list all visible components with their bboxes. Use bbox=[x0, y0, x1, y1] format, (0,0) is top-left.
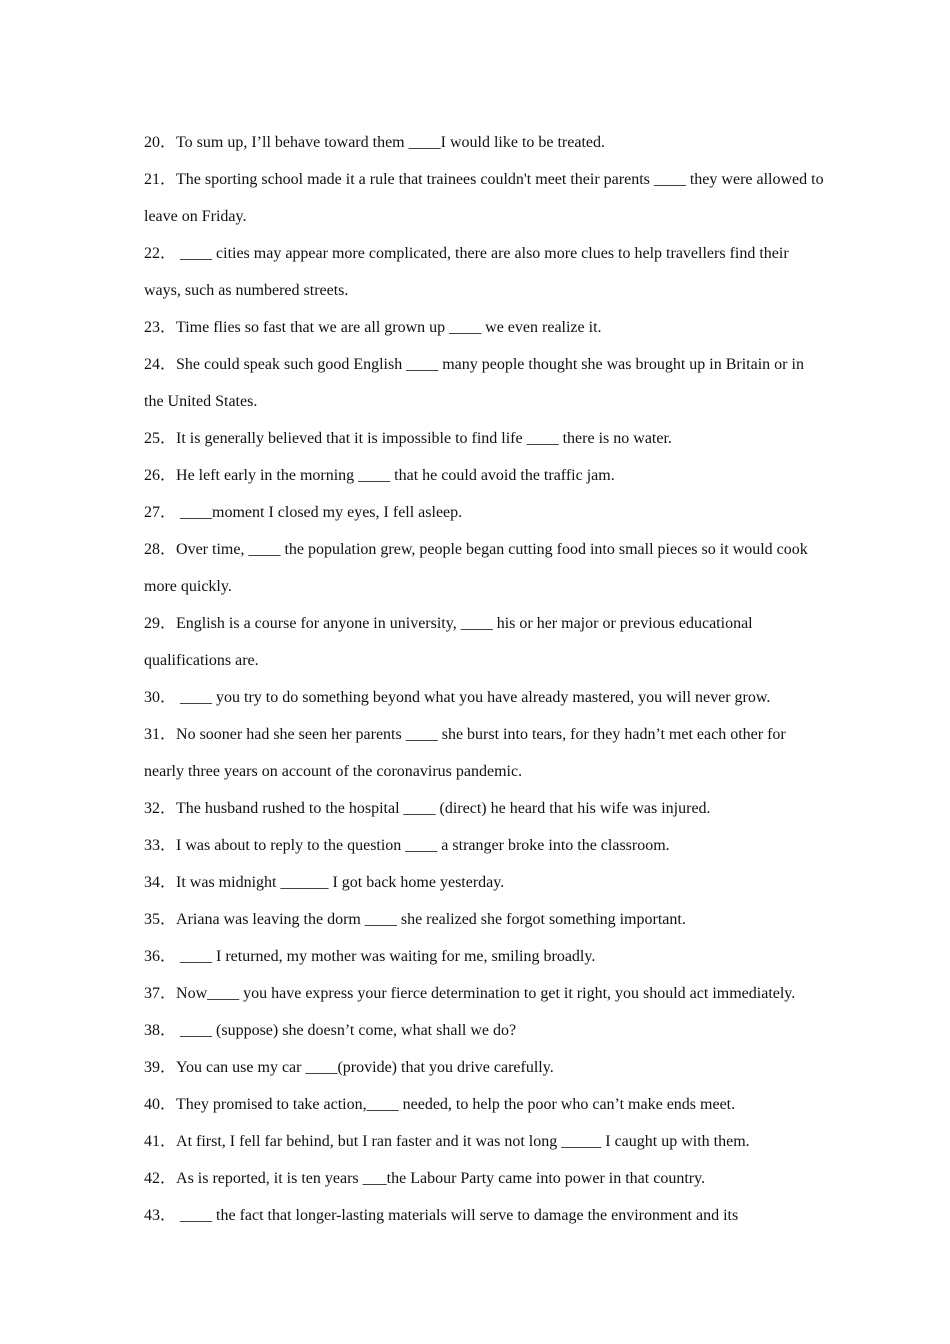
question-20 bbox=[144, 124, 824, 161]
question-24 bbox=[144, 346, 824, 420]
question-number: 25． bbox=[144, 430, 177, 447]
question-text: Now____ you have express your fierce determination to get it right, you should act immediately. bbox=[176, 985, 796, 1002]
question-number: 31． bbox=[144, 726, 177, 743]
question-number: 22． bbox=[144, 245, 177, 262]
question-28 bbox=[144, 531, 824, 605]
question-text: ____ the fact that longer-lasting materials will serve to damage the environment and its bbox=[176, 1207, 739, 1224]
question-number: 35． bbox=[144, 911, 177, 928]
question-29 bbox=[144, 605, 824, 679]
question-number: 41． bbox=[144, 1133, 177, 1150]
question-34 bbox=[144, 864, 824, 901]
question-41 bbox=[144, 1123, 824, 1160]
question-text: No sooner had she seen her parents ____ she burst into tears, for they hadn’t met each other for nearly three years on account of the coronavirus pandemic. bbox=[144, 726, 786, 780]
question-27 bbox=[144, 494, 824, 531]
question-text: Over time, ____ the population grew, people began cutting food into small pieces so it would cook more quickly. bbox=[144, 541, 808, 595]
question-number: 39． bbox=[144, 1059, 177, 1076]
question-42 bbox=[144, 1160, 824, 1197]
question-number: 20． bbox=[144, 134, 177, 151]
question-text: ____ I returned, my mother was waiting for me, smiling broadly. bbox=[176, 948, 596, 965]
question-30 bbox=[144, 679, 824, 716]
question-33 bbox=[144, 827, 824, 864]
question-number: 42． bbox=[144, 1170, 177, 1187]
question-number: 43． bbox=[144, 1207, 177, 1224]
question-number: 32． bbox=[144, 800, 177, 817]
question-text: At first, I fell far behind, but I ran faster and it was not long _____ I caught up with them. bbox=[176, 1133, 750, 1150]
question-number: 21． bbox=[144, 171, 177, 188]
question-text: ____ cities may appear more complicated, there are also more clues to help travellers find their ways, such as numbered streets. bbox=[144, 245, 789, 299]
question-number: 34． bbox=[144, 874, 177, 891]
question-text: They promised to take action,____ needed, to help the poor who can’t make ends meet. bbox=[176, 1096, 736, 1113]
question-number: 37． bbox=[144, 985, 177, 1002]
question-text: It was midnight ______ I got back home yesterday. bbox=[176, 874, 505, 891]
question-37 bbox=[144, 975, 824, 1012]
question-23 bbox=[144, 309, 824, 346]
question-text: I was about to reply to the question ____ a stranger broke into the classroom. bbox=[176, 837, 670, 854]
question-text: Ariana was leaving the dorm ____ she realized she forgot something important. bbox=[176, 911, 686, 928]
question-38 bbox=[144, 1012, 824, 1049]
question-number: 29． bbox=[144, 615, 177, 632]
question-number: 23． bbox=[144, 319, 177, 336]
question-43 bbox=[144, 1197, 824, 1234]
question-list bbox=[144, 124, 824, 1234]
question-number: 28． bbox=[144, 541, 177, 558]
question-number: 26． bbox=[144, 467, 177, 484]
question-21 bbox=[144, 161, 824, 235]
question-40 bbox=[144, 1086, 824, 1123]
question-text: English is a course for anyone in university, ____ his or her major or previous educational qualifications are. bbox=[144, 615, 753, 669]
question-32 bbox=[144, 790, 824, 827]
question-number: 33． bbox=[144, 837, 177, 854]
question-number: 27． bbox=[144, 504, 177, 521]
question-text: The sporting school made it a rule that trainees couldn't meet their parents ____ they were allowed to leave on Friday. bbox=[144, 171, 824, 225]
question-36 bbox=[144, 938, 824, 975]
question-text: It is generally believed that it is impossible to find life ____ there is no water. bbox=[176, 430, 672, 447]
question-text: ____ (suppose) she doesn’t come, what shall we do? bbox=[176, 1022, 517, 1039]
question-number: 38． bbox=[144, 1022, 177, 1039]
question-text: To sum up, I’ll behave toward them ____I would like to be treated. bbox=[176, 134, 606, 151]
question-number: 30． bbox=[144, 689, 177, 706]
question-text: As is reported, it is ten years ___the Labour Party came into power in that country. bbox=[176, 1170, 706, 1187]
question-35 bbox=[144, 901, 824, 938]
question-31 bbox=[144, 716, 824, 790]
question-text: He left early in the morning ____ that he could avoid the traffic jam. bbox=[176, 467, 615, 484]
question-39 bbox=[144, 1049, 824, 1086]
question-text: She could speak such good English ____ many people thought she was brought up in Britain or in the United States. bbox=[144, 356, 804, 410]
question-number: 36． bbox=[144, 948, 177, 965]
question-text: ____ you try to do something beyond what you have already mastered, you will never grow. bbox=[176, 689, 771, 706]
question-25 bbox=[144, 420, 824, 457]
question-text: Time flies so fast that we are all grown up ____ we even realize it. bbox=[176, 319, 602, 336]
question-text: You can use my car ____(provide) that you drive carefully. bbox=[176, 1059, 554, 1076]
question-22 bbox=[144, 235, 824, 309]
question-26 bbox=[144, 457, 824, 494]
question-number: 40． bbox=[144, 1096, 177, 1113]
question-number: 24． bbox=[144, 356, 177, 373]
question-text: ____moment I closed my eyes, I fell asleep. bbox=[176, 504, 463, 521]
question-text: The husband rushed to the hospital ____ (direct) he heard that his wife was injured. bbox=[176, 800, 711, 817]
